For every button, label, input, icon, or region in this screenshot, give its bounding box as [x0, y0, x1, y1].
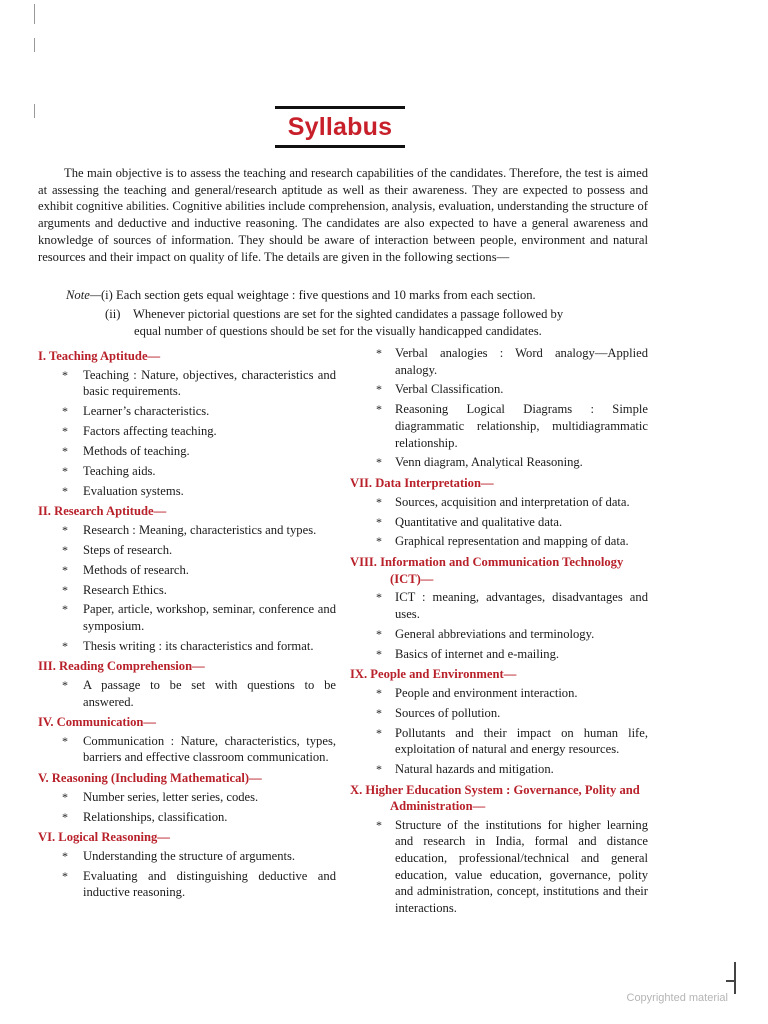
list-item — [38, 423, 336, 440]
list-item — [350, 345, 648, 378]
list-item-text: General abbreviations and terminology. — [395, 626, 595, 641]
list-item-text: ICT : meaning, advantages, disadvantages and uses. — [395, 590, 648, 621]
section-heading: I. Teaching Aptitude— — [38, 349, 161, 363]
list-item-text: Understanding the structure of arguments. — [83, 848, 296, 863]
section-list — [38, 522, 336, 655]
list-item-text: Relationships, classification. — [83, 809, 228, 824]
asterisk-bullet-icon: * — [62, 463, 68, 478]
list-item-text: Number series, letter series, codes. — [83, 789, 259, 804]
list-item — [350, 454, 648, 471]
list-item — [38, 483, 336, 500]
list-item — [350, 817, 648, 917]
asterisk-bullet-icon: * — [376, 762, 382, 777]
list-item-text: Quantitative and qualitative data. — [395, 514, 563, 529]
asterisk-bullet-icon: * — [62, 582, 68, 597]
copyright-watermark: Copyrighted material — [626, 992, 728, 1004]
list-item — [38, 522, 336, 539]
list-item-text: Methods of teaching. — [83, 443, 190, 458]
section-list — [38, 733, 336, 766]
note-1-text: Each section gets equal weightage : five questions and 10 marks from each section. — [116, 288, 536, 302]
section-heading: VI. Logical Reasoning— — [38, 830, 170, 845]
section-heading: III. Reading Comprehension— — [38, 659, 205, 674]
section-list — [350, 589, 648, 662]
list-item — [350, 725, 648, 758]
asterisk-bullet-icon: * — [376, 402, 382, 417]
page-title: Syllabus — [287, 113, 393, 141]
section-heading: VII. Data Interpretation— — [350, 476, 494, 491]
list-item — [38, 868, 336, 901]
asterisk-bullet-icon: * — [62, 443, 68, 458]
asterisk-bullet-icon: * — [62, 868, 68, 883]
asterisk-bullet-icon: * — [62, 809, 68, 824]
list-item — [38, 542, 336, 559]
note-label: Note— — [66, 288, 101, 302]
list-item-text: Paper, article, workshop, seminar, conference and symposium. — [83, 602, 336, 633]
section-list — [350, 345, 648, 471]
asterisk-bullet-icon: * — [376, 346, 382, 360]
asterisk-bullet-icon: * — [62, 848, 68, 863]
list-item-text: Learner’s characteristics. — [83, 404, 210, 419]
list-item — [350, 685, 648, 702]
list-item-text: Sources of pollution. — [395, 705, 501, 720]
title-box — [275, 106, 405, 148]
list-item-text: Natural hazards and mitigation. — [395, 762, 554, 777]
asterisk-bullet-icon: * — [62, 562, 68, 577]
section-list — [350, 685, 648, 778]
section-list — [38, 677, 336, 710]
note-1 — [66, 287, 656, 304]
section-list — [350, 817, 648, 917]
asterisk-bullet-icon: * — [62, 602, 68, 617]
list-item — [38, 733, 336, 766]
list-item-text: Structure of the institutions for higher learning and research in India, formal and distance education, professional/technical and general education, value education, governance, polity and administration, concept, institutions and their interactions. — [395, 817, 648, 915]
list-item-text: Reasoning Logical Diagrams : Simple diagrammatic relationship, multidiagrammatic relationship. — [395, 402, 648, 450]
scan-margin-mark — [34, 4, 35, 24]
section-heading: X. Higher Education System : Governance, Polity and Administration— — [350, 782, 640, 814]
list-item — [350, 626, 648, 643]
asterisk-bullet-icon: * — [376, 514, 382, 529]
list-item-text: Communication : Nature, characteristics, types, barriers and effective classroom communication. — [83, 733, 336, 765]
note-1-number: (i) — [100, 288, 113, 302]
list-item-text: Evaluation systems. — [83, 483, 184, 498]
asterisk-bullet-icon: * — [62, 542, 68, 557]
section-list — [38, 367, 336, 500]
asterisk-bullet-icon: * — [62, 483, 68, 498]
list-item — [38, 809, 336, 826]
scan-corner-mark — [734, 962, 736, 994]
scan-margin-mark — [34, 104, 35, 118]
list-item-text: Teaching aids. — [83, 463, 156, 478]
list-item-text: People and environment interaction. — [395, 685, 578, 700]
asterisk-bullet-icon: * — [376, 705, 382, 720]
asterisk-bullet-icon: * — [376, 455, 382, 470]
asterisk-bullet-icon: * — [376, 646, 382, 661]
asterisk-bullet-icon: * — [376, 626, 382, 641]
section-list — [350, 494, 648, 550]
list-item — [350, 494, 648, 511]
asterisk-bullet-icon: * — [62, 423, 68, 438]
asterisk-bullet-icon: * — [62, 789, 68, 804]
list-item — [38, 638, 336, 655]
section-heading: V. Reasoning (Including Mathematical)— — [38, 771, 262, 786]
list-item-text: Thesis writing : its characteristics and format. — [83, 638, 314, 653]
asterisk-bullet-icon: * — [62, 522, 68, 537]
asterisk-bullet-icon: * — [62, 638, 68, 653]
left-column — [38, 344, 336, 904]
list-item — [350, 646, 648, 663]
section-heading: IV. Communication— — [38, 715, 157, 730]
list-item — [38, 601, 336, 634]
list-item — [350, 705, 648, 722]
list-item-text: Steps of research. — [83, 542, 173, 557]
list-item-text: Sources, acquisition and interpretation of data. — [395, 494, 630, 509]
note-2-text-a: Whenever pictorial questions are set for the sighted candidates a passage followed by — [132, 307, 564, 321]
list-item-text: Venn diagram, Analytical Reasoning. — [395, 455, 583, 470]
section-list — [38, 789, 336, 825]
list-item-text: Research : Meaning, characteristics and types. — [83, 522, 317, 537]
asterisk-bullet-icon: * — [376, 534, 382, 549]
list-item-text: Pollutants and their impact on human life, exploitation of natural and energy resources. — [395, 725, 648, 757]
list-item — [38, 677, 336, 710]
list-item — [350, 589, 648, 622]
list-item-text: Research Ethics. — [83, 582, 167, 597]
list-item — [350, 381, 648, 398]
asterisk-bullet-icon: * — [376, 590, 382, 605]
list-item-text: Verbal Classification. — [395, 382, 504, 397]
note-2 — [105, 306, 650, 339]
list-item-text: Teaching : Nature, objectives, characteristics and basic requirements. — [83, 367, 336, 399]
list-item-text: Graphical representation and mapping of data. — [395, 534, 629, 549]
right-column — [350, 344, 648, 920]
asterisk-bullet-icon: * — [376, 817, 382, 832]
asterisk-bullet-icon: * — [376, 725, 382, 740]
scan-corner-mark — [726, 980, 736, 982]
list-item — [38, 403, 336, 420]
list-item-text: Verbal analogies : Word analogy—Applied analogy. — [395, 346, 648, 377]
asterisk-bullet-icon: * — [376, 494, 382, 509]
section-heading: VIII. Information and Communication Technology (ICT)— — [350, 555, 624, 586]
list-item — [38, 463, 336, 480]
intro-paragraph: The main objective is to assess the teaching and research capabilities of the candidates. Therefore, the test is aimed at assessing the teaching and general/research aptitude as well as their awareness. They are expected to possess and exhibit cognitive abilities. Cognitive abilities include comprehension, analysis, evaluation, understanding the structure of arguments and deductive and inductive reasoning. The candidates are also expected to have a general awareness and knowledge of sources of information. They should be aware of interaction between people, environment and natural resources and their impact on quality of life. The details are given in the following sections— — [38, 166, 648, 264]
list-item-text: A passage to be set with questions to be answered. — [83, 678, 336, 709]
list-item — [38, 443, 336, 460]
list-item-text: Evaluating and distinguishing deductive and inductive reasoning. — [83, 868, 336, 900]
section-list — [38, 848, 336, 901]
asterisk-bullet-icon: * — [62, 404, 68, 419]
list-item-text: Basics of internet and e-mailing. — [395, 646, 560, 661]
list-item — [38, 789, 336, 806]
section-heading: II. Research Aptitude— — [38, 504, 167, 519]
list-item — [350, 761, 648, 778]
list-item — [38, 367, 336, 400]
list-item — [350, 401, 648, 451]
list-item-text: Methods of research. — [83, 562, 189, 577]
asterisk-bullet-icon: * — [376, 685, 382, 700]
asterisk-bullet-icon: * — [376, 382, 382, 397]
list-item-text: Factors affecting teaching. — [83, 423, 217, 438]
note-2-text-b: equal number of questions should be set for the visually handicapped candidates. — [134, 323, 542, 338]
list-item — [38, 848, 336, 865]
list-item — [350, 533, 648, 550]
list-item — [38, 562, 336, 579]
list-item — [38, 582, 336, 599]
asterisk-bullet-icon: * — [62, 733, 68, 748]
list-item — [350, 514, 648, 531]
note-2-number: (ii) — [105, 307, 121, 321]
asterisk-bullet-icon: * — [62, 678, 68, 693]
scan-margin-mark — [34, 38, 35, 52]
section-heading: IX. People and Environment— — [350, 667, 517, 682]
asterisk-bullet-icon: * — [62, 367, 68, 382]
